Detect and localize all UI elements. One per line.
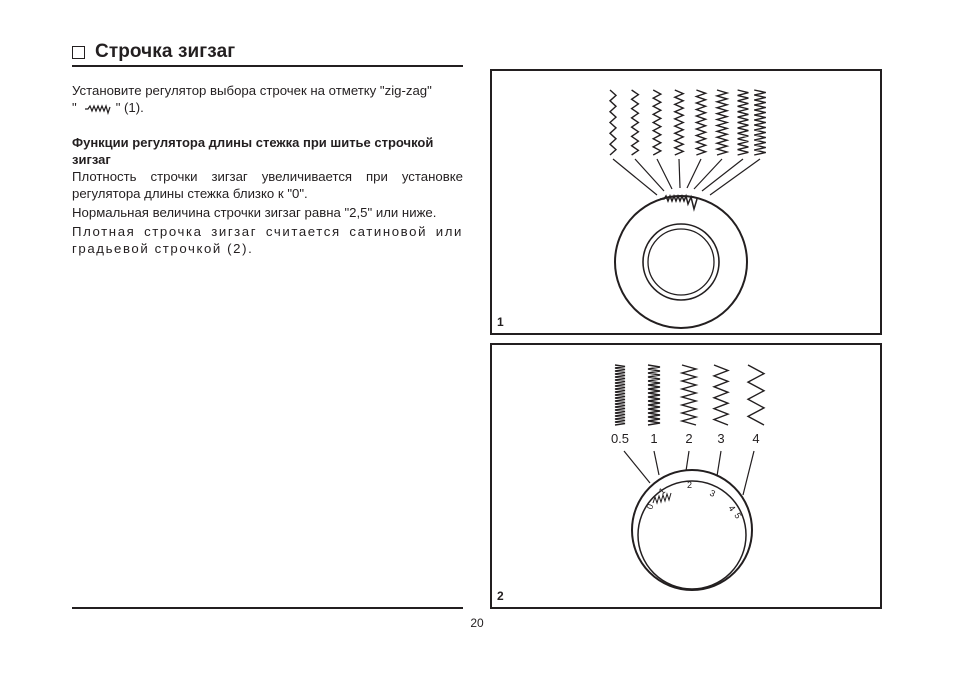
pointer-line-1 <box>613 159 657 195</box>
dial-mark-5: 5 <box>732 511 744 521</box>
figure-1-label: 1 <box>497 315 504 329</box>
zigzag-stitch-icon <box>84 103 112 115</box>
figure-1-panel <box>490 69 882 335</box>
section-title: Строчка зигзаг <box>95 41 236 62</box>
intro-paragraph <box>72 82 463 116</box>
figure-1-illustration <box>492 71 884 337</box>
stitch-sample-8 <box>754 90 766 155</box>
section-heading <box>72 41 235 63</box>
stitch-length-sample-3 <box>682 365 696 425</box>
figure-2-label: 2 <box>497 589 504 603</box>
stitch-length-label-4: 4 <box>752 431 760 446</box>
stitch-sample-3 <box>653 90 661 155</box>
dial-mark-3: 3 <box>708 487 717 499</box>
pointer-lines <box>613 159 760 195</box>
stitch-length-sample-4 <box>714 365 728 425</box>
pointer-line-4 <box>679 159 680 188</box>
figure-2-illustration <box>492 345 884 611</box>
bottom-rule <box>72 607 463 609</box>
stitch-sample-1 <box>610 90 616 155</box>
stitch-length-sample-2 <box>648 365 660 425</box>
stitch-length-dial <box>632 470 752 590</box>
stitch-length-labels <box>611 431 760 446</box>
dial-mark-1: 1 <box>656 485 668 497</box>
pointer-line-3 <box>657 159 672 189</box>
stitch-length-sample-1 <box>615 365 625 425</box>
intro-quote-open: " <box>72 100 77 115</box>
density-paragraph-2: Нормальная величина строчки зигзаг равна "2,5" или ниже. <box>72 205 437 220</box>
stitch-length-label-0-5: 0.5 <box>610 431 630 446</box>
stitch-length-label-2: 2 <box>685 431 693 446</box>
stitch-length-samples <box>615 365 764 425</box>
stitch-sample-5 <box>696 90 705 155</box>
stitch-density-samples <box>610 90 766 155</box>
stitch-sample-4 <box>675 90 683 155</box>
top-rule <box>72 65 463 67</box>
stitch-sample-2 <box>632 90 639 155</box>
stitch-length-sample-5 <box>748 365 764 425</box>
density-paragraph-3: Плотная строчка зигзаг считается сатиновой или градьевой строчкой (2). <box>72 224 463 256</box>
dial-mark-0: 0 <box>644 502 656 511</box>
stitch-length-label-3: 3 <box>717 431 725 446</box>
intro-line-1: Установите регулятор выбора строчек на отметку "zig-zag" <box>72 83 432 98</box>
density-paragraph-1: Плотность строчки зигзаг увеличивается при установке регулятора длины стежка близко к "0". <box>72 169 463 201</box>
intro-line-2-tail: " (1). <box>115 100 144 115</box>
density-heading: Функции регулятора длины стежка при шитье строчкой зигзаг <box>72 135 434 167</box>
dial-mark-2: 2 <box>687 480 693 490</box>
density-section <box>72 134 463 257</box>
stitch-sample-6 <box>717 90 727 155</box>
dial-mark-4: 4 <box>726 503 738 514</box>
intro-line-2 <box>72 99 463 116</box>
page-number: 20 <box>470 616 484 630</box>
stitch-sample-7 <box>738 90 749 155</box>
stitch-length-label-1: 1 <box>650 431 658 446</box>
figure-2-panel <box>490 343 882 609</box>
section-checkbox-icon <box>72 46 85 59</box>
selector-dial <box>615 196 747 328</box>
